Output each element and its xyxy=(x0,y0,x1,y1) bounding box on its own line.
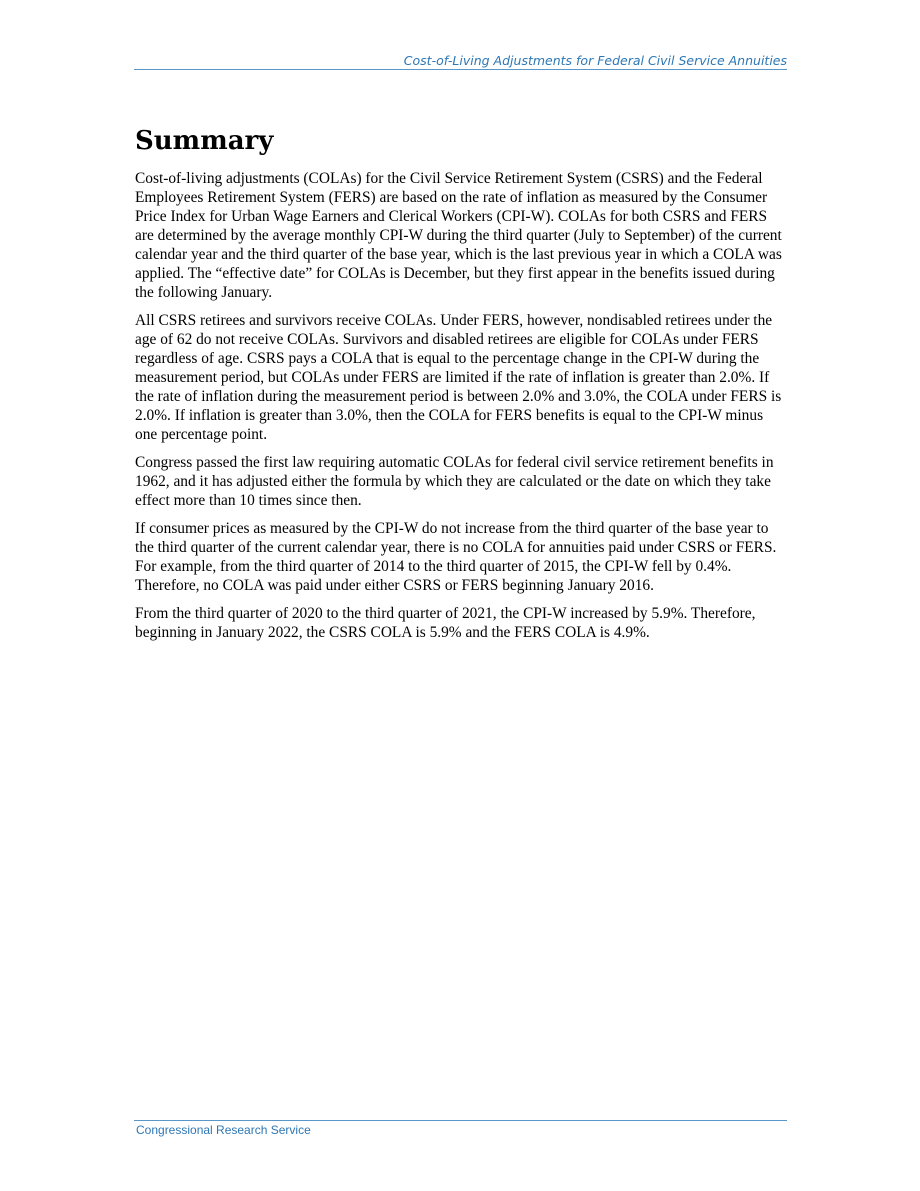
footer-rule xyxy=(134,1120,787,1121)
running-header: Cost-of-Living Adjustments for Federal Civil Service Annuities xyxy=(403,53,787,68)
paragraph-current-cola: From the third quarter of 2020 to the third quarter of 2021, the CPI-W increased by 5.9%. Therefore, beginning in January 2022, the CSRS COLA is 5.9% and the FERS COLA is 4.9%. xyxy=(135,605,756,641)
paragraph-no-cola-example: If consumer prices as measured by the CPI-W do not increase from the third quarter of the base year to the third quarter of the current calendar year, there is no COLA for annuities paid under CSRS or FERS. For example, from the third quarter of 2014 to the third quarter of 2015, the CPI-W fell by 0.4%. Therefore, no COLA was paid under either CSRS or FERS beginning January 2016. xyxy=(135,520,777,594)
header-rule xyxy=(134,69,787,70)
paragraph-eligibility: All CSRS retirees and survivors receive COLAs. Under FERS, however, nondisabled retirees under the age of 62 do not receive COLAs. Survivors and disabled retirees are eligible for COLAs under FERS regardless of age. CSRS pays a COLA that is equal to the percentage change in the CPI-W during the measurement period, but COLAs under FERS are limited if the rate of inflation is greater than 2.0%. If the rate of inflation during the measurement period is between 2.0% and 3.0%, the COLA under FERS is 2.0%. If inflation is greater than 3.0%, then the COLA for FERS benefits is equal to the CPI-W minus one percentage point. xyxy=(135,312,782,443)
footer-publisher: Congressional Research Service xyxy=(136,1123,311,1137)
summary-body xyxy=(135,169,787,651)
page-title: Summary xyxy=(135,126,274,156)
paragraph-cola-basis: Cost-of-living adjustments (COLAs) for the Civil Service Retirement System (CSRS) and the Federal Employees Retirement System (FERS) are based on the rate of inflation as measured by the Consumer Price Index for Urban Wage Earners and Clerical Workers (CPI-W). COLAs for both CSRS and FERS are determined by the average monthly CPI-W during the third quarter (July to September) of the current calendar year and the third quarter of the base year, which is the last previous year in which a COLA was applied. The “effective date” for COLAs is December, but they first appear in the benefits issued during the following January. xyxy=(135,170,782,301)
paragraph-history: Congress passed the first law requiring automatic COLAs for federal civil service retirement benefits in 1962, and it has adjusted either the formula by which they are calculated or the date on which they take effect more than 10 times since then. xyxy=(135,454,774,509)
